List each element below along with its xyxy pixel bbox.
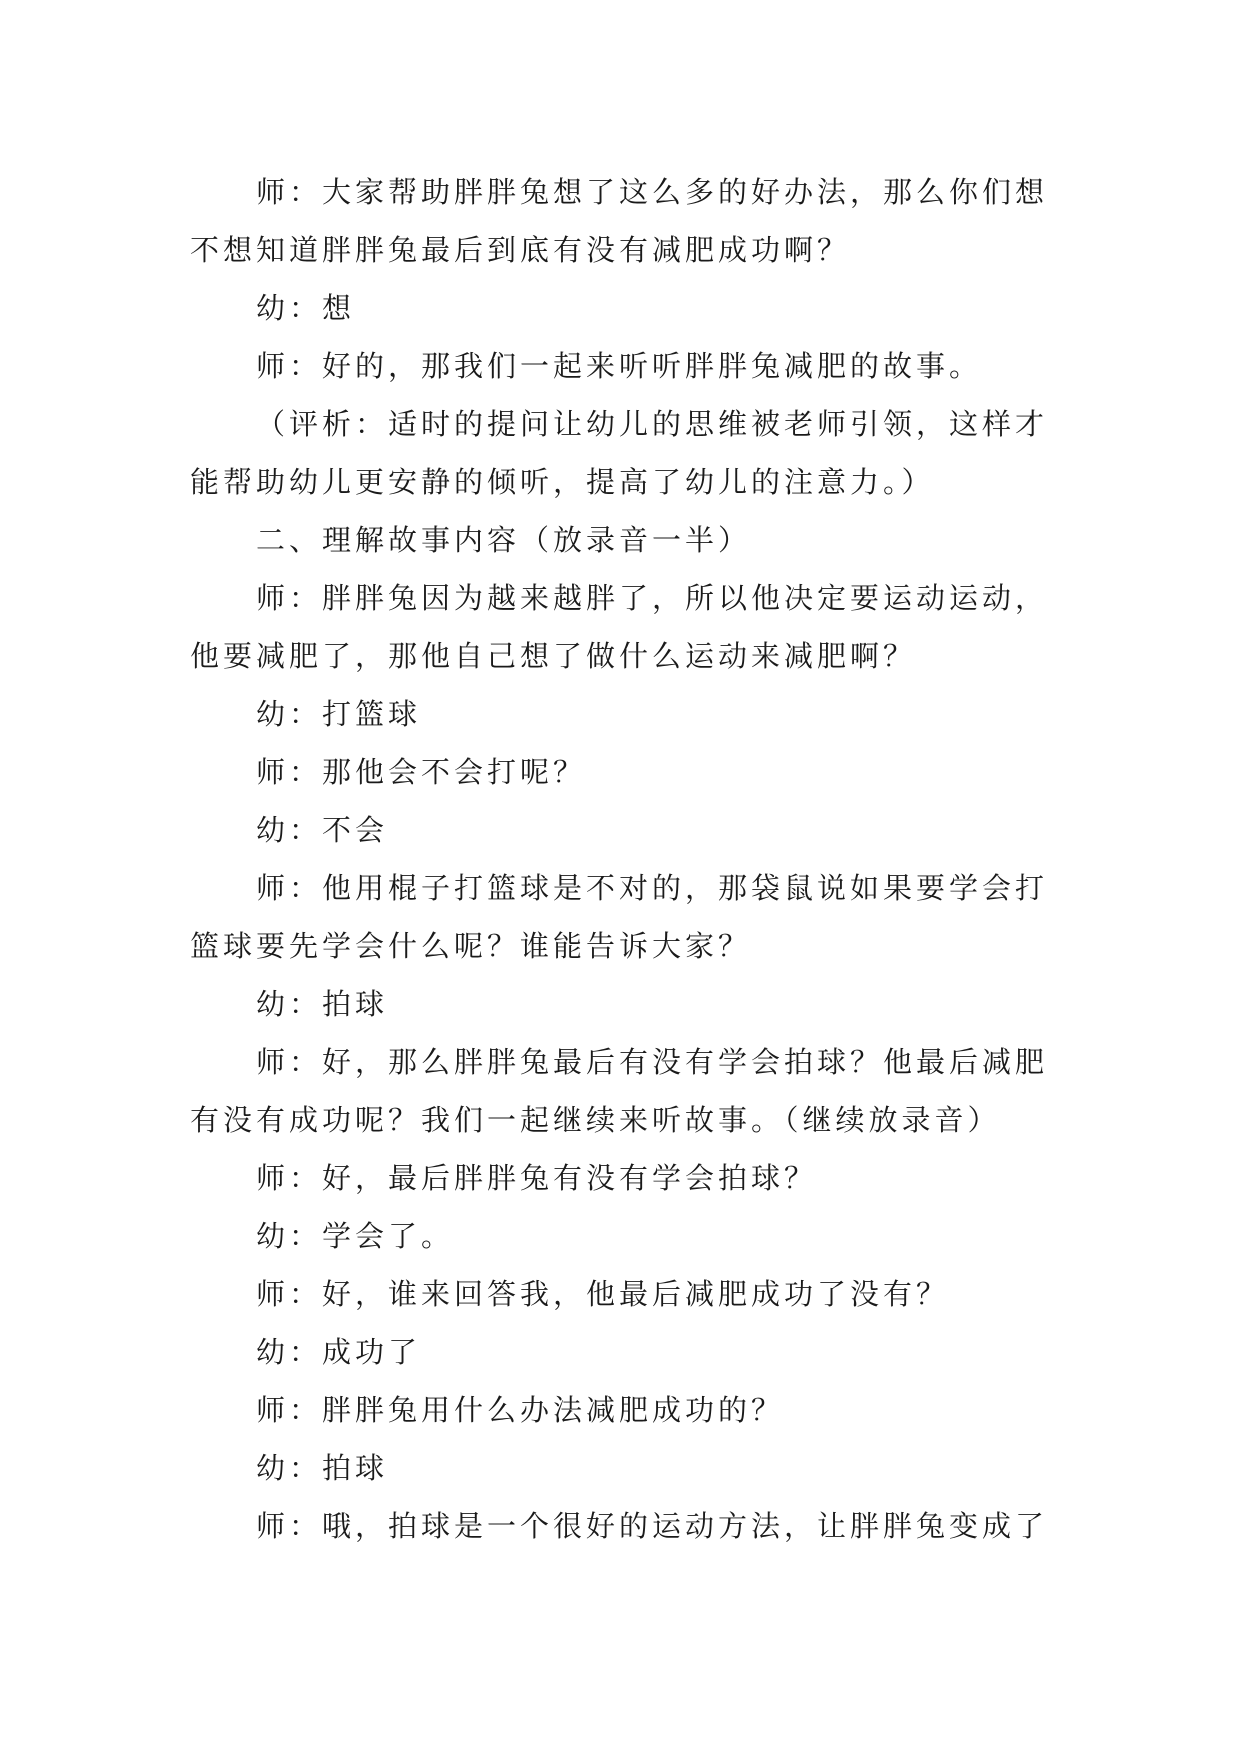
paragraph-teacher-story: 师：好的，那我们一起来听听胖胖兔减肥的故事。 (256, 349, 983, 383)
document-page (190, 163, 1060, 1555)
paragraph-commentary: （评析：适时的提问让幼儿的思维被老师引领，这样才能帮助幼儿更安静的倾听，提高了幼儿的注意力。） (190, 407, 1049, 499)
paragraph-child-answer: 幼：拍球 (256, 1451, 389, 1485)
paragraph-teacher-question: 师：胖胖兔用什么办法减肥成功的？ (256, 1393, 785, 1427)
paragraph-teacher-question: 师：那他会不会打呢？ (256, 755, 587, 789)
paragraph-teacher-question: 师：胖胖兔因为越来越胖了，所以他决定要运动运动，他要减肥了，那他自己想了做什么运动来减肥啊？ (190, 581, 1049, 673)
paragraph-child-answer: 幼：成功了 (256, 1335, 422, 1369)
paragraph-teacher-question: 师：好，谁来回答我，他最后减肥成功了没有？ (256, 1277, 950, 1311)
section-heading: 二、理解故事内容（放录音一半） (256, 523, 752, 557)
paragraph-teacher-statement: 师：哦，拍球是一个很好的运动方法，让胖胖兔变成了 (256, 1509, 1049, 1543)
paragraph-child-answer: 幼：学会了。 (256, 1219, 455, 1253)
paragraph-teacher-question: 师：大家帮助胖胖兔想了这么多的好办法，那么你们想不想知道胖胖兔最后到底有没有减肥成功啊？ (190, 175, 1049, 267)
paragraph-teacher-question: 师：他用棍子打篮球是不对的，那袋鼠说如果要学会打篮球要先学会什么呢？谁能告诉大家？ (190, 871, 1049, 963)
paragraph-child-answer: 幼：想 (256, 291, 356, 325)
paragraph-child-answer: 幼：打篮球 (256, 697, 422, 731)
paragraph-teacher-question: 师：好，最后胖胖兔有没有学会拍球？ (256, 1161, 818, 1195)
paragraph-child-answer: 幼：不会 (256, 813, 389, 847)
paragraph-teacher-question: 师：好，那么胖胖兔最后有没有学会拍球？他最后减肥有没有成功呢？我们一起继续来听故事。（继续放录音） (190, 1045, 1049, 1137)
paragraph-child-answer: 幼：拍球 (256, 987, 389, 1021)
